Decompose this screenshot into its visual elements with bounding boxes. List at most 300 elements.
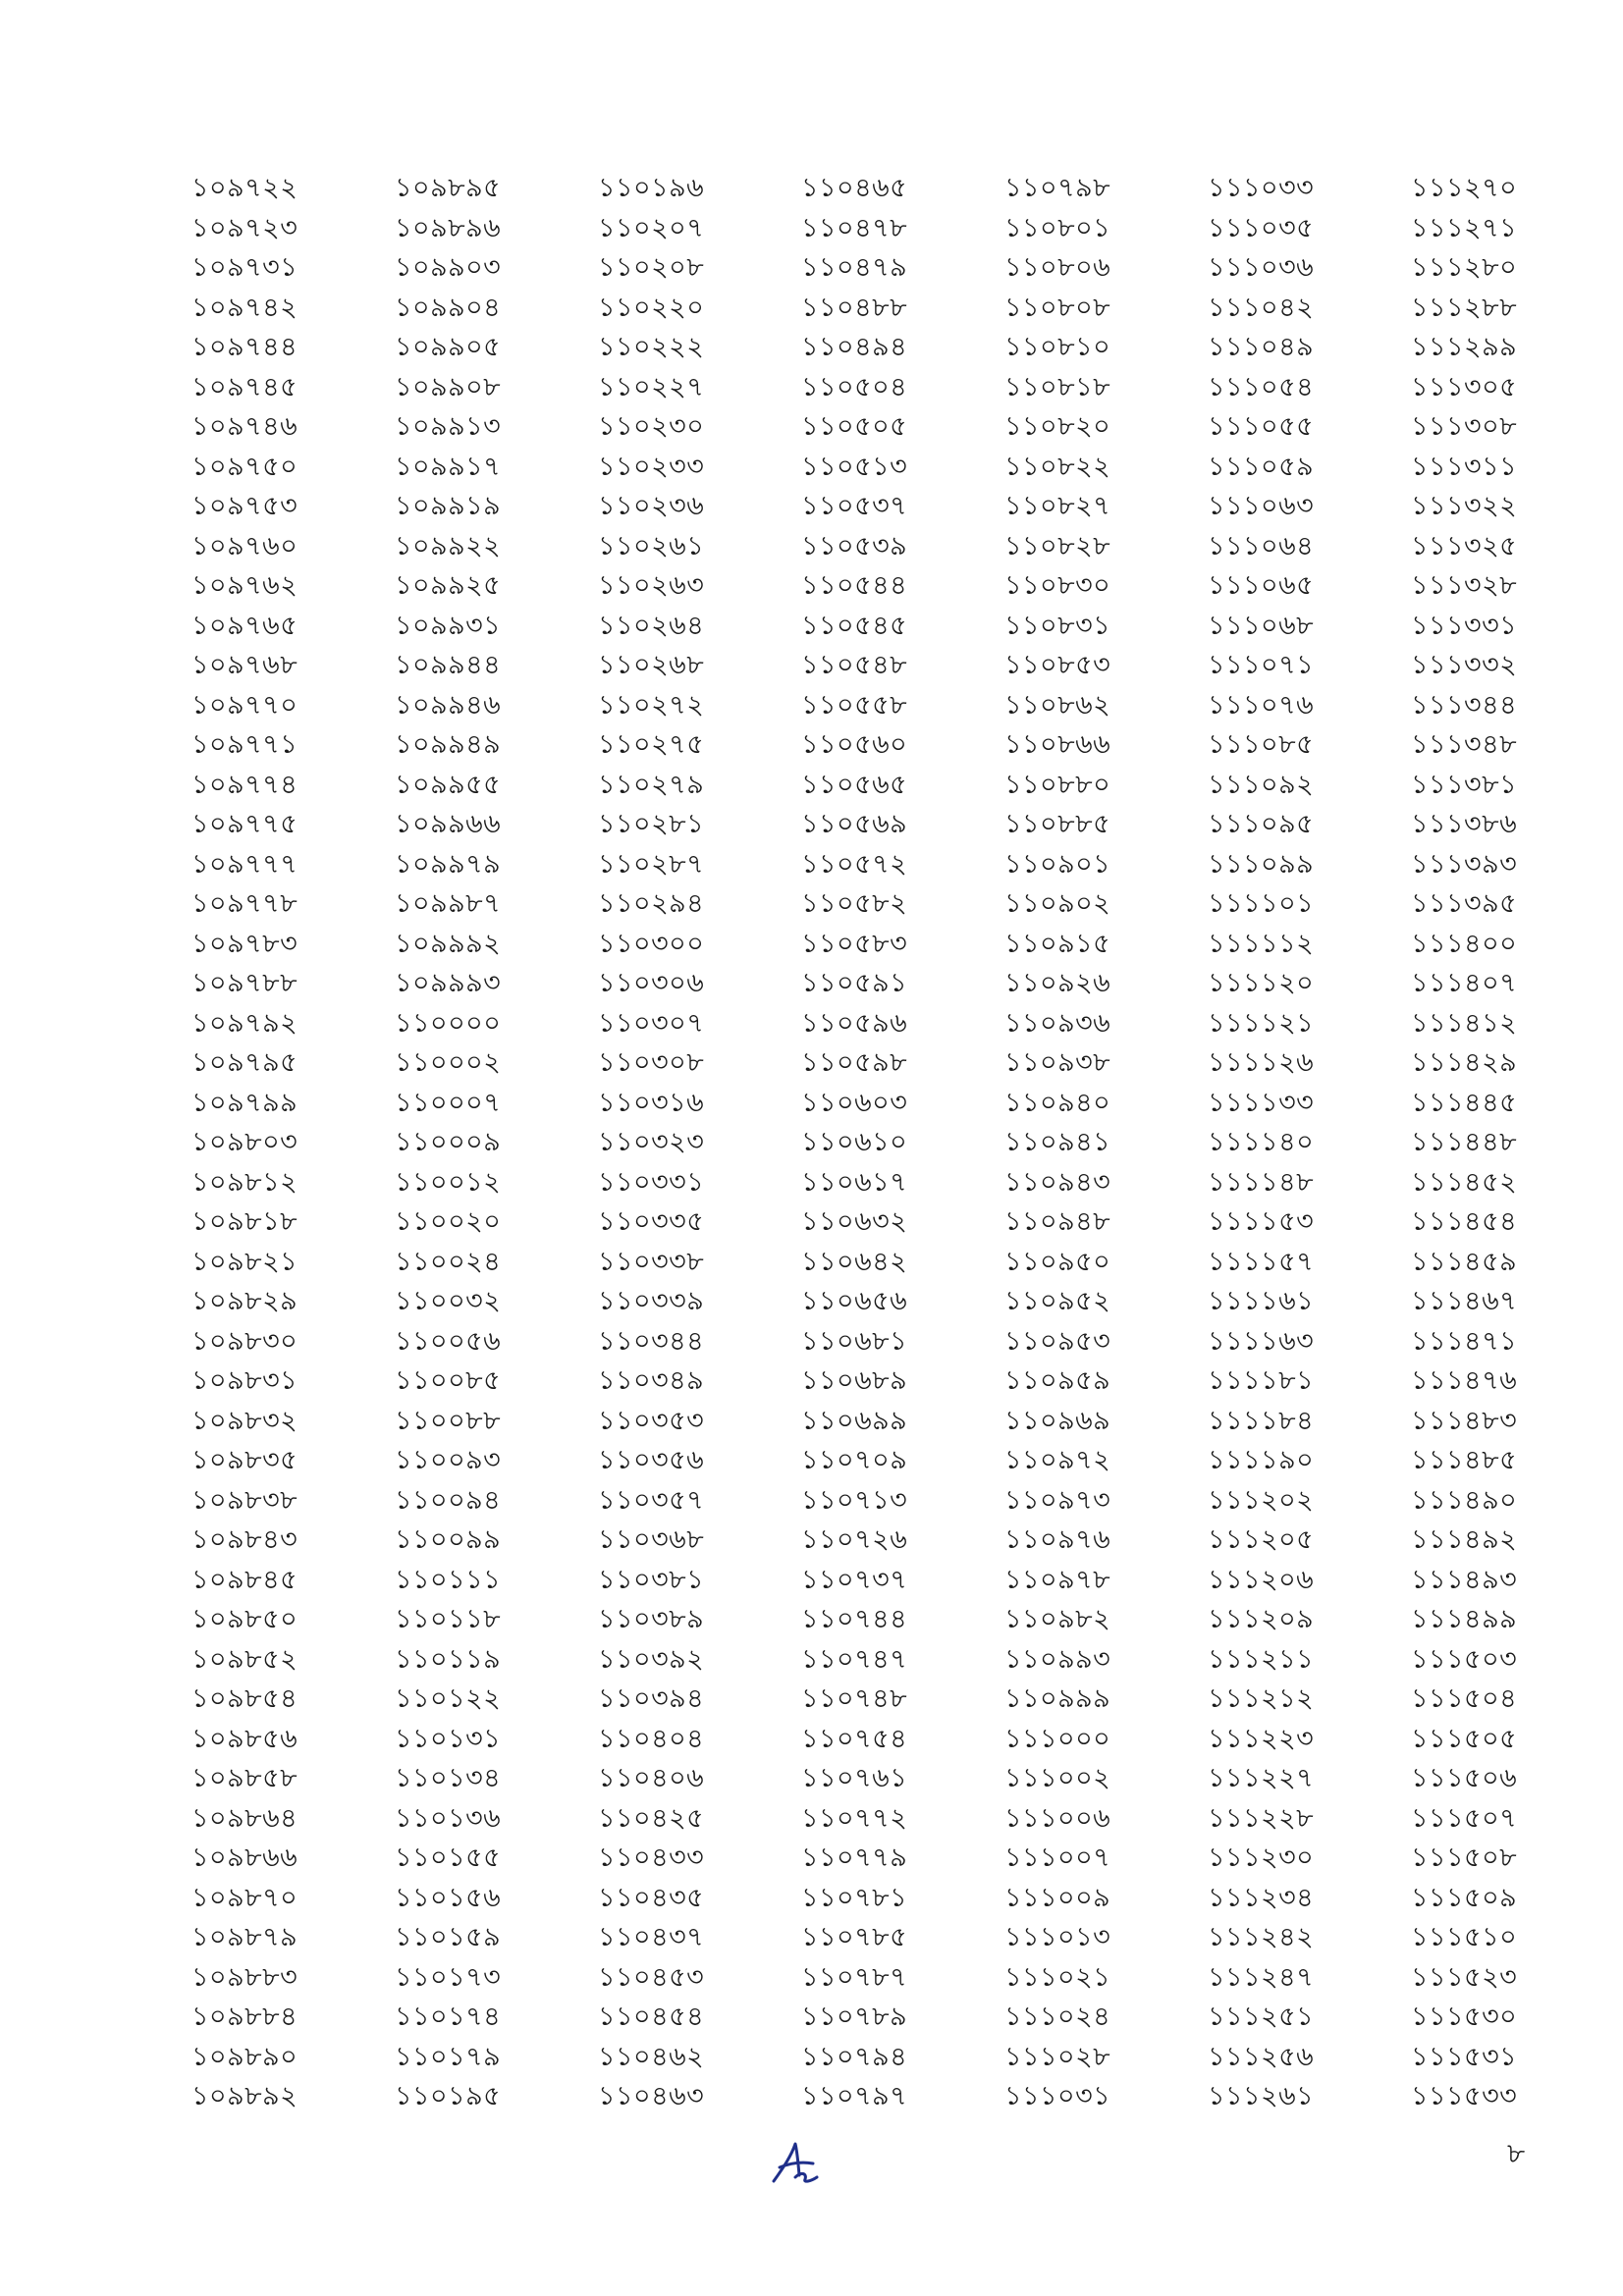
- roll-number: ১১১০৩৬: [1208, 252, 1315, 283]
- roll-number: ১১০৮৫৩: [1004, 650, 1111, 680]
- roll-number: ১১১৪০০: [1411, 928, 1518, 959]
- roll-number: ১১০০১২: [395, 1166, 502, 1198]
- roll-number: ১১১৩৩২: [1411, 650, 1518, 680]
- roll-number: ১১১২৫১: [1208, 2002, 1315, 2032]
- roll-number: ১১০৪৩৭: [598, 1922, 705, 1952]
- roll-number: ১১১২৮৮: [1411, 292, 1518, 323]
- roll-number: ১০৯৮৮৪: [191, 2002, 298, 2032]
- roll-number: ১১১০০৬: [1004, 1802, 1111, 1834]
- roll-number: ১০৯৯০৮: [395, 371, 502, 402]
- roll-number: ১১১০৫৯: [1208, 451, 1315, 482]
- roll-number: ১১০৭২৬: [801, 1524, 908, 1555]
- roll-number: ১১১১৬১: [1208, 1286, 1315, 1316]
- roll-number: ১১১০৬৩: [1208, 491, 1315, 521]
- roll-number: ১১০৮০৮: [1004, 292, 1111, 323]
- roll-number: ১১০৫৪৮: [801, 650, 908, 680]
- roll-number: ১০৯৯৭৯: [395, 848, 502, 880]
- roll-number: ১১১২২৩: [1208, 1723, 1315, 1754]
- roll-number: ১০৯৮৫২: [191, 1643, 298, 1675]
- roll-number: ১১১৩০৫: [1411, 371, 1518, 402]
- roll-number: ১১০৩৯২: [598, 1643, 705, 1675]
- roll-number: ১১০১১৯: [395, 1643, 502, 1675]
- roll-number: ১১০৯৩৬: [1004, 1007, 1111, 1039]
- roll-number: ১০৯৮২৯: [191, 1286, 298, 1316]
- roll-number: ১১০২৬৮: [598, 650, 705, 680]
- roll-number: ১১১১৪৮: [1208, 1166, 1315, 1198]
- roll-number: ১০৯৮৩১: [191, 1365, 298, 1396]
- roll-number: ১১১১৬৩: [1208, 1325, 1315, 1357]
- roll-number: ১০৯৭৪৬: [191, 411, 298, 442]
- roll-number: ১১১৩৮১: [1411, 769, 1518, 800]
- roll-number: ১১০৯২৬: [1004, 968, 1111, 998]
- roll-number: ১১০৩৫৭: [598, 1484, 705, 1516]
- roll-number: ১১০০০২: [395, 1047, 502, 1078]
- roll-number: ১০৯৮৫৮: [191, 1763, 298, 1793]
- roll-number: ১০৯৯০৩: [395, 252, 502, 283]
- roll-number: ১০৯৮৫৪: [191, 1683, 298, 1714]
- roll-number: ১১০৩৩৯: [598, 1286, 705, 1316]
- roll-number: ১১০৭৩৭: [801, 1564, 908, 1595]
- roll-number: ১১০১৩১: [395, 1723, 502, 1754]
- roll-number: ১১১৪৫৪: [1411, 1206, 1518, 1237]
- roll-number: ১০৯৭৯২: [191, 1007, 298, 1039]
- roll-number: ১১০৭৪৭: [801, 1643, 908, 1675]
- roll-number: ১০৯৮৭৯: [191, 1922, 298, 1952]
- roll-number: ১০৯৮৯৬: [395, 212, 502, 243]
- roll-number: ১১০৩৯৪: [598, 1683, 705, 1714]
- roll-number: ১১০০০৭: [395, 1087, 502, 1118]
- roll-number: ১০৯৮৩২: [191, 1405, 298, 1436]
- roll-number: ১১০৬৮১: [801, 1325, 908, 1357]
- roll-number-grid: [191, 169, 1546, 2117]
- roll-number: ১১০১৫৫: [395, 1842, 502, 1873]
- roll-number: ১১০০২০: [395, 1206, 502, 1237]
- roll-number: ১১০৩০০: [598, 928, 705, 959]
- roll-number: ১০৯৭৩১: [191, 252, 298, 283]
- roll-number: ১১১২২৭: [1208, 1763, 1315, 1793]
- roll-number: ১০৯৮৩০: [191, 1325, 298, 1357]
- roll-number: ১০৯৭৭৫: [191, 809, 298, 839]
- roll-number: ১১০৭৯৪: [801, 2041, 908, 2072]
- roll-number: ১১০৩৩৮: [598, 1246, 705, 1277]
- roll-number: ১০৯৯৯২: [395, 928, 502, 959]
- roll-number: ১০৯৯৯৩: [395, 968, 502, 998]
- roll-number: ১১০৪৫৪: [598, 2002, 705, 2032]
- roll-number: ১১০০২৪: [395, 1246, 502, 1277]
- roll-number: ১০৯৯০৪: [395, 292, 502, 323]
- roll-number: ১১০১৫৯: [395, 1922, 502, 1952]
- roll-number: ১০৯৭৬৮: [191, 650, 298, 680]
- roll-number: ১১১৫০৮: [1411, 1842, 1518, 1873]
- roll-number: ১০৯৯১৩: [395, 411, 502, 442]
- roll-number: ১০৯৮৮৩: [191, 1961, 298, 1993]
- roll-number: ১১১৪৭১: [1411, 1325, 1518, 1357]
- roll-number: ১১১৫২৩: [1411, 1961, 1518, 1993]
- roll-number: ১১০৫৫৮: [801, 689, 908, 721]
- roll-number: ১১০৯০২: [1004, 888, 1111, 919]
- roll-number: ১১০৯১৫: [1004, 928, 1111, 959]
- roll-number: ১১১৩২৫: [1411, 530, 1518, 561]
- roll-number: ১১০২৬১: [598, 530, 705, 561]
- roll-number: ১১১২৪২: [1208, 1922, 1315, 1952]
- roll-number: ১১০৪৮৮: [801, 292, 908, 323]
- roll-number: ১০৯৭৫৩: [191, 491, 298, 521]
- roll-number: ১১০৫১৩: [801, 451, 908, 482]
- roll-number: ১১১২০৯: [1208, 1604, 1315, 1634]
- roll-number: ১১০৯৭৩: [1004, 1484, 1111, 1516]
- roll-number: ১১১২৫৬: [1208, 2041, 1315, 2072]
- roll-number: ১১১৩৪৮: [1411, 729, 1518, 760]
- roll-number: ১১০২৮১: [598, 809, 705, 839]
- roll-number: ১১০৫৬০: [801, 729, 908, 760]
- roll-number: ১১০৭৮১: [801, 1882, 908, 1913]
- roll-number: ১১০২৬৪: [598, 610, 705, 641]
- roll-number: ১১১৪৯৩: [1411, 1564, 1518, 1595]
- roll-number: ১১০৯৫৩: [1004, 1325, 1111, 1357]
- roll-number: ১০৯৯২২: [395, 530, 502, 561]
- roll-number: ১১১০০০: [1004, 1723, 1111, 1754]
- roll-number: ১১১২০২: [1208, 1484, 1315, 1516]
- roll-number: ১১১২০৫: [1208, 1524, 1315, 1555]
- roll-number: ১১০১৯৬: [598, 173, 705, 203]
- roll-number: ১১০৮২২: [1004, 451, 1111, 482]
- roll-number: ১১১০৭১: [1208, 650, 1315, 680]
- roll-number: ১১০৯৭৬: [1004, 1524, 1111, 1555]
- roll-number: ১১০৭৯৭: [801, 2081, 908, 2111]
- roll-number: ১০৯৭৬২: [191, 570, 298, 601]
- roll-number: ১১০৯৬৯: [1004, 1405, 1111, 1436]
- roll-number: ১১০৩৪৪: [598, 1325, 705, 1357]
- roll-number: ১১০৪৩৫: [598, 1882, 705, 1913]
- roll-number: ১১১২৮০: [1411, 252, 1518, 283]
- roll-number: ১১১০৮৫: [1208, 729, 1315, 760]
- roll-number: ১০৯৭৯৯: [191, 1087, 298, 1118]
- roll-number: ১১১৪৮৫: [1411, 1445, 1518, 1475]
- roll-number: ১১১২৪৭: [1208, 1961, 1315, 1993]
- roll-number: ১১০৬৯৯: [801, 1405, 908, 1436]
- roll-number: ১০৯৭৯৫: [191, 1047, 298, 1078]
- roll-number: ১১০২৩৬: [598, 491, 705, 521]
- roll-number: ১১০৮৮০: [1004, 769, 1111, 800]
- roll-number: ১১০৬৮৯: [801, 1365, 908, 1396]
- roll-number: ১০৯৭৬০: [191, 530, 298, 561]
- roll-number: ১০৯৭৮৩: [191, 928, 298, 959]
- roll-number: ১১০২২০: [598, 292, 705, 323]
- roll-number: ১১০৯৭৮: [1004, 1564, 1111, 1595]
- roll-number: ১১১১৯০: [1208, 1445, 1315, 1475]
- roll-number: ১০৯৭৭১: [191, 729, 298, 760]
- roll-number: ১১০২৬৩: [598, 570, 705, 601]
- roll-number: ১১০১১১: [395, 1564, 502, 1595]
- roll-number: ১১০০০৯: [395, 1127, 502, 1157]
- roll-number: ১১০৪৭৮: [801, 212, 908, 243]
- roll-number: ১১১১০১: [1208, 888, 1315, 919]
- roll-number: ১১০৩৬৮: [598, 1524, 705, 1555]
- roll-number: ১০৯৭৭৭: [191, 848, 298, 880]
- roll-number: ১১০৩৫৬: [598, 1445, 705, 1475]
- roll-number: ১১১৫০৫: [1411, 1723, 1518, 1754]
- roll-number: ১১০৭৮৭: [801, 1961, 908, 1993]
- roll-number: ১১১০৩৩: [1208, 173, 1315, 203]
- roll-number: ১১০৭৪৪: [801, 1604, 908, 1634]
- roll-number: ১০৯৭৭৮: [191, 888, 298, 919]
- roll-number: ১১১১৫৭: [1208, 1246, 1315, 1277]
- roll-number: ১১১১২৬: [1208, 1047, 1315, 1078]
- roll-number: ১০৯৮২১: [191, 1246, 298, 1277]
- roll-number: ১১০৪৬৩: [598, 2081, 705, 2111]
- roll-number: ১১০৫০৫: [801, 411, 908, 442]
- roll-number: ১১১০৭৬: [1208, 689, 1315, 721]
- roll-number: ১১০০৩২: [395, 1286, 502, 1316]
- roll-number: ১১১১৪০: [1208, 1127, 1315, 1157]
- roll-number: ১১০৮২০: [1004, 411, 1111, 442]
- roll-number: ১১০৮৮৫: [1004, 809, 1111, 839]
- roll-number: ১১১০৯২: [1208, 769, 1315, 800]
- roll-number: ১১০৯৫০: [1004, 1246, 1111, 1277]
- roll-number: ১১০১১৮: [395, 1604, 502, 1634]
- roll-number: ১১০৪৫৩: [598, 1961, 705, 1993]
- roll-number: ১০৯৮৫৬: [191, 1723, 298, 1754]
- roll-number: ১১০১৫৬: [395, 1882, 502, 1913]
- roll-number: ১১১৪৯০: [1411, 1484, 1518, 1516]
- roll-number: ১১১১১২: [1208, 928, 1315, 959]
- roll-number: ১১০২০৮: [598, 252, 705, 283]
- roll-number: ১১১৪৪৮: [1411, 1127, 1518, 1157]
- roll-number: ১১০৩২৩: [598, 1127, 705, 1157]
- roll-number: ১০৯৭৮৮: [191, 968, 298, 998]
- roll-number: ১০৯৯৬৬: [395, 809, 502, 839]
- roll-number: ১১০০০০: [395, 1007, 502, 1039]
- roll-number: ১১১৩৪৪: [1411, 689, 1518, 721]
- roll-number: ১১০৬০৩: [801, 1087, 908, 1118]
- roll-number: ১১০৭৪৮: [801, 1683, 908, 1714]
- roll-number: ১১১২১১: [1208, 1643, 1315, 1675]
- roll-number: ১১০৩৮৯: [598, 1604, 705, 1634]
- roll-number: ১১১৩৩১: [1411, 610, 1518, 641]
- roll-number: ১০৯৮৩৫: [191, 1445, 298, 1475]
- roll-number: ১১০৩৩১: [598, 1166, 705, 1198]
- roll-number: ১১০৬১৭: [801, 1166, 908, 1198]
- roll-number: ১১০৮১৮: [1004, 371, 1111, 402]
- roll-number: ১১১০২৮: [1004, 2041, 1111, 2072]
- roll-number: ১১১৫৩১: [1411, 2041, 1518, 2072]
- roll-number: ১০৯৮৬৬: [191, 1842, 298, 1873]
- roll-number: ১১০৪৬২: [598, 2041, 705, 2072]
- roll-number: ১১১০৩১: [1004, 2081, 1111, 2111]
- roll-number: ১১০০৯৩: [395, 1445, 502, 1475]
- roll-number: ১১০১৭৯: [395, 2041, 502, 2072]
- roll-number: ১০৯৮৪৫: [191, 1564, 298, 1595]
- roll-number: ১১১৪৯২: [1411, 1524, 1518, 1555]
- roll-number: ১১১২৩০: [1208, 1842, 1315, 1873]
- roll-number: ১১০৫৯৮: [801, 1047, 908, 1078]
- roll-number: ১০৯৯৮৭: [395, 888, 502, 919]
- roll-number: ১১১০৬৮: [1208, 610, 1315, 641]
- roll-number: ১১০৯৫৯: [1004, 1365, 1111, 1396]
- roll-number: ১১১২৩৪: [1208, 1882, 1315, 1913]
- roll-number: ১১০১৩৪: [395, 1763, 502, 1793]
- roll-number: ১১০৬৩২: [801, 1206, 908, 1237]
- roll-number: ১১০৫৪৫: [801, 610, 908, 641]
- roll-number: ১১১৫৩০: [1411, 2002, 1518, 2032]
- roll-number: ১১০৯৪১: [1004, 1127, 1111, 1157]
- roll-number: ১১১০৬৪: [1208, 530, 1315, 561]
- roll-number: ১০৯৮৯০: [191, 2041, 298, 2072]
- roll-number: ১১০৫৮৩: [801, 928, 908, 959]
- roll-number: ১১১২৯৯: [1411, 332, 1518, 362]
- roll-number: ১১০০৯৯: [395, 1524, 502, 1555]
- roll-number: ১১০৭৭২: [801, 1802, 908, 1834]
- roll-number: ১১০৯৭২: [1004, 1445, 1111, 1475]
- roll-number: ১১১১২১: [1208, 1007, 1315, 1039]
- roll-number: ১১০৪৬৫: [801, 173, 908, 203]
- roll-number: ১১১২৭১: [1411, 212, 1518, 243]
- roll-number: ১১১০০২: [1004, 1763, 1111, 1793]
- roll-number: ১১০৭৭৯: [801, 1842, 908, 1873]
- roll-number: ১১১৫০৯: [1411, 1882, 1518, 1913]
- roll-number: ১০৯৮০৩: [191, 1127, 298, 1157]
- roll-number: ১১১১২০: [1208, 968, 1315, 998]
- roll-number: ১১১২৭০: [1411, 173, 1518, 203]
- roll-number: ১১১০০৯: [1004, 1882, 1111, 1913]
- roll-number: ১১০২৭৯: [598, 769, 705, 800]
- roll-number: ১১১০৪৯: [1208, 332, 1315, 362]
- roll-number: ১১১০৬৫: [1208, 570, 1315, 601]
- roll-number: ১০৯৯৫৫: [395, 769, 502, 800]
- roll-number: ১১১৪০৭: [1411, 968, 1518, 998]
- roll-number: ১১০৪৩৩: [598, 1842, 705, 1873]
- roll-number: ১১০৯০১: [1004, 848, 1111, 880]
- roll-number: ১১০০৯৪: [395, 1484, 502, 1516]
- roll-number: ১১০৯৫২: [1004, 1286, 1111, 1316]
- roll-number: ১০৯৯৪৬: [395, 689, 502, 721]
- roll-number: ১১০৫৩৭: [801, 491, 908, 521]
- roll-number: ১১০২৩০: [598, 411, 705, 442]
- roll-number: ১১১৩২২: [1411, 491, 1518, 521]
- roll-number: ১১০৮৩০: [1004, 570, 1111, 601]
- roll-number: ১১০৭৮৯: [801, 2002, 908, 2032]
- roll-number: ১১০০৫৬: [395, 1325, 502, 1357]
- roll-number: ১১১০৩৫: [1208, 212, 1315, 243]
- roll-number: ১০৯৭৪২: [191, 292, 298, 323]
- roll-number: ১০৯৭৭৪: [191, 769, 298, 800]
- roll-number: ১১১৫০৪: [1411, 1683, 1518, 1714]
- roll-number: ১১০৭০৯: [801, 1445, 908, 1475]
- roll-number: ১১১১৫৩: [1208, 1206, 1315, 1237]
- roll-number: ১০৯৭২২: [191, 173, 298, 203]
- roll-number: ১১১৩০৮: [1411, 411, 1518, 442]
- roll-number: ১১১৪৮৩: [1411, 1405, 1518, 1436]
- roll-number: ১১০৭১৩: [801, 1484, 908, 1516]
- roll-number: ১১১৪৪৫: [1411, 1087, 1518, 1118]
- roll-number: ১০৯৯৪৪: [395, 650, 502, 680]
- roll-number: ১১১৩২৮: [1411, 570, 1518, 601]
- roll-number: ১০৯৯২৫: [395, 570, 502, 601]
- roll-number: ১১১২১২: [1208, 1683, 1315, 1714]
- roll-number: ১০৯৮৫০: [191, 1604, 298, 1634]
- roll-number: ১১০৮০১: [1004, 212, 1111, 243]
- roll-number: ১১১০৯৯: [1208, 848, 1315, 880]
- roll-number: ১১০২৭২: [598, 689, 705, 721]
- roll-number: ১০৯৭৫০: [191, 451, 298, 482]
- roll-number: ১১১০০৭: [1004, 1842, 1111, 1873]
- roll-number: ১১০৫৬৫: [801, 769, 908, 800]
- roll-number: ১১১০৫৪: [1208, 371, 1315, 402]
- roll-number: ১১০২২২: [598, 332, 705, 362]
- roll-number: ১১০৮৩১: [1004, 610, 1111, 641]
- roll-number: ১১১৩৯৩: [1411, 848, 1518, 880]
- roll-number: ১১০২২৭: [598, 371, 705, 402]
- roll-number: ১১১১৮৪: [1208, 1405, 1315, 1436]
- roll-number: ১১০০৮৫: [395, 1365, 502, 1396]
- roll-number: ১১০৬৫৬: [801, 1286, 908, 1316]
- roll-number: ১১১০৪২: [1208, 292, 1315, 323]
- roll-number: ১১০৯৩৮: [1004, 1047, 1111, 1078]
- roll-number: ১১১৩৮৬: [1411, 809, 1518, 839]
- roll-number: ১১১২২৮: [1208, 1802, 1315, 1834]
- roll-number: ১০৯৮৪৩: [191, 1524, 298, 1555]
- roll-number: ১১১১৩৩: [1208, 1087, 1315, 1118]
- roll-number: ১১০১৭৩: [395, 1961, 502, 1993]
- signature-icon: [766, 2138, 825, 2187]
- roll-number: ১১০৪৭৯: [801, 252, 908, 283]
- roll-number: ১১০৩৩৫: [598, 1206, 705, 1237]
- roll-number: ১১০১৯৫: [395, 2081, 502, 2111]
- roll-number: ১১০৫৪৪: [801, 570, 908, 601]
- roll-number: ১১০২৭৫: [598, 729, 705, 760]
- roll-number: ১০৯৮৯৫: [395, 173, 502, 203]
- roll-number: ১১১০২১: [1004, 1961, 1111, 1993]
- roll-number: ১১০৫৭২: [801, 848, 908, 880]
- roll-number: ১১০৬৪২: [801, 1246, 908, 1277]
- roll-number: ১১০৭৫৪: [801, 1723, 908, 1754]
- roll-number: ১১১৫০৩: [1411, 1643, 1518, 1675]
- roll-number: ১০৯৮১৮: [191, 1206, 298, 1237]
- roll-number: ১০৯৭৬৫: [191, 610, 298, 641]
- roll-number: ১১১৪৫৯: [1411, 1246, 1518, 1277]
- roll-number: ১১০৫৬৯: [801, 809, 908, 839]
- roll-number: ১১০২৯৪: [598, 888, 705, 919]
- roll-number: ১১১২০৬: [1208, 1564, 1315, 1595]
- roll-number: ১১০৫৮২: [801, 888, 908, 919]
- roll-number: ১১০৮২৭: [1004, 491, 1111, 521]
- roll-number: ১১০৩৮১: [598, 1564, 705, 1595]
- roll-number: ১০৯৭৭০: [191, 689, 298, 721]
- roll-number: ১১০৪৯৪: [801, 332, 908, 362]
- roll-number: ১১০১২২: [395, 1683, 502, 1714]
- roll-number: ১০৯৭৪৪: [191, 332, 298, 362]
- roll-number: ১১১৪৫২: [1411, 1166, 1518, 1198]
- roll-number: ১১১৫০৭: [1411, 1802, 1518, 1834]
- roll-number: ১১০৩১৬: [598, 1087, 705, 1118]
- roll-number: ১১১৪১২: [1411, 1007, 1518, 1039]
- roll-number: ১১০৮৬৬: [1004, 729, 1111, 760]
- roll-number: ১১০৯৯৯: [1004, 1683, 1111, 1714]
- roll-number: ১১০৮০৬: [1004, 252, 1111, 283]
- roll-number: ১১০৭৯৮: [1004, 173, 1111, 203]
- roll-number: ১১১১৮১: [1208, 1365, 1315, 1396]
- roll-number: ১০৯৭২৩: [191, 212, 298, 243]
- roll-number: ১০৯৮৯২: [191, 2081, 298, 2111]
- roll-number: ১১০৩৪৯: [598, 1365, 705, 1396]
- roll-number: ১০৯৯১৯: [395, 491, 502, 521]
- roll-number: ১১০৩৫৩: [598, 1405, 705, 1436]
- roll-number: ১১০৭৮৫: [801, 1922, 908, 1952]
- roll-number: ১১০৩০৭: [598, 1007, 705, 1039]
- roll-number: ১১০০৮৮: [395, 1405, 502, 1436]
- roll-number: ১১০৪০৪: [598, 1723, 705, 1754]
- roll-number: ১০৯৮১২: [191, 1166, 298, 1198]
